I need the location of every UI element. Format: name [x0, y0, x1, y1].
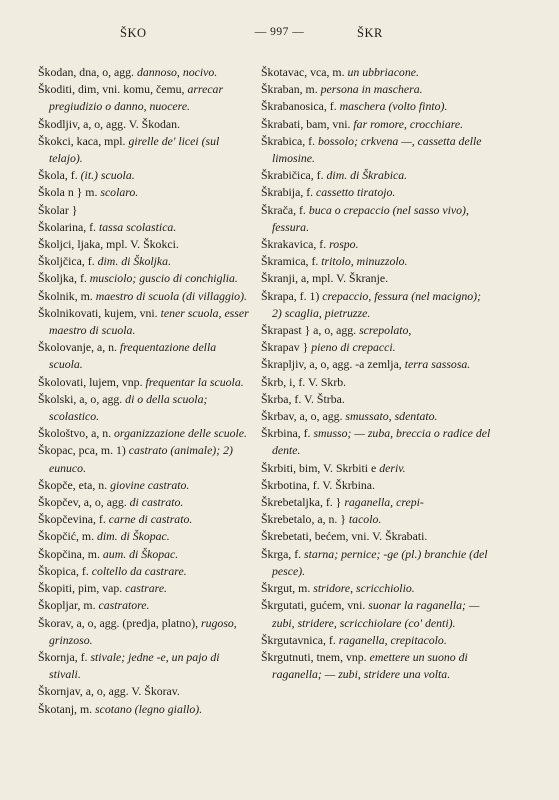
- entry-translation: (it.) scuola.: [80, 168, 135, 183]
- entry-headword: Škrabičica, f.: [261, 168, 327, 183]
- dictionary-entry: [38, 253, 252, 270]
- entry-translation: castratore.: [98, 598, 150, 613]
- entry-headword: Školovanje, a, n.: [38, 340, 120, 355]
- entry-headword: Škopčevina, f.: [38, 512, 109, 527]
- entry-translation: di o della scuola; scolastico.: [49, 391, 208, 424]
- dictionary-entry: [38, 528, 252, 545]
- entry-translation: buca o crepaccio (nel sasso vivo), fessura.: [272, 202, 469, 234]
- entry-translation: pieno di crepacci.: [311, 340, 396, 355]
- entry-translation: frequentar la scuola.: [145, 374, 244, 389]
- dictionary-entry: [261, 477, 491, 494]
- entry-translation: dim. di Škrabica.: [326, 168, 408, 183]
- entry-translation: scolaro.: [100, 185, 139, 200]
- entry-headword: Škopica, f.: [38, 563, 92, 578]
- entry-headword: Škrebetaljka, f. }: [261, 495, 345, 510]
- entry-translation: smussato, sdentato.: [345, 409, 438, 424]
- dictionary-entry: [38, 615, 252, 649]
- dictionary-entry: [38, 116, 252, 133]
- entry-headword: Školjci, ljaka, mpl. V. Škokci.: [38, 237, 179, 252]
- dictionary-entry: [261, 81, 491, 98]
- entry-translation: scotano (legno giallo).: [95, 701, 203, 716]
- entry-translation: tassa scolastica.: [98, 219, 177, 234]
- dictionary-entry: [261, 511, 491, 528]
- dictionary-entry: [261, 649, 491, 683]
- dictionary-entry: [38, 391, 252, 425]
- dictionary-entry: [38, 580, 252, 597]
- entry-translation: rugoso, grinzoso.: [49, 615, 237, 647]
- entry-translation: persona in maschera.: [320, 82, 423, 97]
- entry-headword: Škološtvo, a, n.: [38, 426, 115, 441]
- entry-translation: girelle de' licei (sul telajo).: [49, 133, 220, 166]
- dictionary-entry: [38, 597, 252, 614]
- dictionary-entry: [38, 683, 252, 700]
- dictionary-entry: [261, 184, 491, 201]
- entry-headword: Škrapljiv, a, o, agg. -a zemlja,: [261, 357, 405, 372]
- dictionary-entry: [38, 425, 252, 442]
- dictionary-entry: [261, 374, 491, 391]
- entry-headword: Školovati, lujem, vnp.: [38, 374, 146, 389]
- entry-translation: dim. di Školjka.: [97, 254, 172, 269]
- entry-headword: Škornjav, a, o, agg. V. Škorav.: [38, 684, 180, 699]
- entry-translation: giovine castrato.: [110, 477, 190, 492]
- entry-headword: Škola n } m.: [38, 185, 101, 200]
- entry-translation: maestro di scuola (di villaggio).: [95, 288, 247, 303]
- entry-headword: Škrga, f.: [261, 546, 305, 561]
- dictionary-entry: [261, 546, 491, 580]
- entry-translation: organizzazione delle scuole.: [114, 426, 247, 441]
- dictionary-entry: [38, 81, 252, 115]
- dictionary-entry: [38, 305, 252, 339]
- entry-headword: Škrapa, f. 1): [261, 288, 323, 303]
- dictionary-entry: [261, 460, 491, 477]
- entry-headword: Škorav, a, o, agg. (predja, platno),: [38, 615, 202, 630]
- dictionary-entry: [261, 270, 491, 287]
- entry-headword: Škrakavica, f.: [261, 237, 330, 252]
- entry-headword: Škrbotina, f. V. Škrbina.: [261, 477, 375, 492]
- dictionary-entry: [261, 133, 491, 167]
- dictionary-entry: [261, 391, 491, 408]
- entry-translation: smusso; — zuba, breccia o radice del dente.: [272, 426, 491, 458]
- dictionary-entry: [38, 442, 252, 476]
- dictionary-entry: [261, 167, 491, 184]
- entry-headword: Školski, a, o, agg.: [38, 391, 126, 406]
- dictionary-entry: [261, 632, 491, 649]
- entry-translation: carne di castrato.: [108, 512, 193, 527]
- dictionary-entry: [261, 408, 491, 425]
- dictionary-entry: [38, 649, 252, 683]
- dictionary-entry: [38, 236, 252, 253]
- entry-translation: bossolo; crkvena —, cassetta delle limosine.: [272, 133, 482, 166]
- entry-headword: Škrbiti, bim, V. Skrbiti e: [261, 460, 380, 475]
- entry-headword: Škrabanosica, f.: [261, 99, 340, 114]
- entry-translation: raganella, crepitacolo.: [338, 632, 447, 647]
- dictionary-entry: [261, 494, 491, 511]
- entry-translation: rospo.: [329, 237, 359, 252]
- entry-headword: Škokci, kaca, mpl.: [38, 133, 129, 148]
- entry-headword: Škrapast } a, o, agg.: [261, 323, 360, 338]
- dictionary-entry: [38, 546, 252, 563]
- entry-headword: Škopčić, m.: [38, 529, 97, 544]
- entry-headword: Školnikovati, kujem, vni.: [38, 305, 161, 320]
- dictionary-entry: [261, 202, 491, 236]
- entry-headword: Školnik, m.: [38, 288, 96, 303]
- entry-headword: Škrgutati, gućem, vni.: [261, 598, 369, 613]
- dictionary-entry: [38, 701, 252, 718]
- entry-headword: Škrebetati, bećem, vni. V. Škrabati.: [261, 529, 428, 544]
- entry-translation: dim. di Škopac.: [96, 529, 170, 544]
- dictionary-entry: [261, 253, 491, 270]
- entry-headword: Školarina, f.: [38, 219, 99, 234]
- dictionary-entry: [261, 597, 491, 631]
- entry-translation: cassetto tiratojo.: [316, 185, 396, 200]
- entry-translation: di castrato.: [129, 495, 184, 510]
- dictionary-entry: [38, 270, 252, 287]
- dictionary-entry: [38, 202, 252, 219]
- dictionary-entry: [38, 64, 252, 81]
- entry-headword: Škoditi, dim, vni. komu, čemu,: [38, 82, 188, 97]
- entry-headword: Škopčina, m.: [38, 546, 103, 561]
- dictionary-entry: [38, 133, 252, 167]
- entry-translation: maschera (volto finto).: [339, 99, 448, 114]
- entry-translation: dannoso, nocivo.: [136, 65, 218, 79]
- entry-headword: Škrabija, f.: [261, 185, 317, 200]
- entry-headword: Škrebetalo, a, n. }: [261, 512, 349, 527]
- entry-headword: Škopče, eta, n.: [38, 477, 111, 492]
- entry-headword: Škopiti, pim, vap.: [38, 581, 126, 596]
- dictionary-entry: [38, 339, 252, 373]
- entry-headword: Škrgutavnica, f.: [261, 632, 339, 647]
- dictionary-entry: [38, 184, 252, 201]
- dictionary-entry: [261, 236, 491, 253]
- entry-translation: suonar la raganella; — zubi, stridere, scricchiolare (co' denti).: [272, 598, 480, 630]
- entry-translation: un ubbriacone.: [347, 65, 419, 79]
- dictionary-entry: [38, 494, 252, 511]
- entry-headword: Škrača, f.: [261, 202, 309, 217]
- entry-headword: Škopljar, m.: [38, 598, 99, 613]
- page-number: — 997 —: [254, 26, 305, 38]
- entry-headword: Škrgut, m.: [261, 581, 314, 596]
- entry-headword: Školjka, f.: [38, 271, 90, 286]
- entry-headword: Škraban, m.: [261, 82, 321, 97]
- entry-headword: Škrapav }: [261, 340, 312, 355]
- dictionary-entry: [261, 425, 491, 459]
- running-head-left: ŠKO: [120, 26, 147, 40]
- entry-translation: emettere un suono di raganella; — zubi, stridere una volta.: [272, 649, 468, 682]
- entry-headword: Škramica, f.: [261, 254, 322, 269]
- entry-headword: Škrbina, f.: [261, 426, 314, 441]
- dictionary-entry: [38, 219, 252, 236]
- dictionary-entry: [38, 563, 252, 580]
- entry-translation: musciolo; guscio di conchiglia.: [89, 271, 238, 286]
- entry-headword: Škrba, f. V. Štrba.: [261, 391, 345, 406]
- dictionary-entry: [261, 580, 491, 597]
- dictionary-entry: [261, 528, 491, 545]
- dictionary-entry: [38, 167, 252, 184]
- entry-translation: coltello da castrare.: [91, 563, 187, 578]
- entry-translation: castrato (animale); 2) eunuco.: [49, 443, 233, 475]
- entry-headword: Škrbav, a, o, agg.: [261, 409, 346, 424]
- dictionary-entry: [38, 288, 252, 305]
- dictionary-entry: [261, 322, 491, 339]
- entry-translation: far romore, crocchiare.: [353, 116, 464, 131]
- dictionary-entry: [261, 339, 491, 356]
- dictionary-entry: [38, 511, 252, 528]
- entry-headword: Škotanj, m.: [38, 701, 96, 716]
- entry-translation: tritolo, minuzzolo.: [321, 254, 408, 269]
- entry-headword: Škotavac, vca, m.: [261, 65, 348, 79]
- entry-headword: Škopčev, a, o, agg.: [38, 495, 130, 510]
- left-column: [38, 64, 252, 718]
- entry-headword: Škodan, dna, o, agg.: [38, 65, 137, 79]
- dictionary-entry: [261, 356, 491, 373]
- entry-translation: deriv.: [379, 460, 406, 475]
- entry-translation: castrare.: [125, 581, 168, 596]
- entry-translation: stivale; jedne -e, un pajo di stivali.: [49, 649, 220, 682]
- entry-headword: Škrabica, f.: [261, 133, 318, 148]
- entry-translation: crepaccio, fessura (nel macigno); 2) scaglia, pietruzze.: [272, 288, 482, 320]
- entry-translation: aum. di Škopac.: [102, 546, 179, 561]
- dictionary-entry: [261, 64, 491, 81]
- right-column: [261, 64, 491, 683]
- entry-translation: raganella, crepi-: [344, 495, 424, 510]
- entry-headword: Škopac, pca, m. 1): [38, 443, 129, 458]
- entry-headword: Školjčica, f.: [38, 254, 98, 269]
- entry-translation: arrecar pregiudizio o danno, nuocere.: [49, 82, 224, 114]
- entry-translation: frequentazione della scuola.: [49, 340, 217, 372]
- dictionary-entry: [261, 116, 491, 133]
- entry-translation: terra sassosa.: [404, 357, 471, 372]
- entry-headword: Školar }: [38, 202, 78, 217]
- entry-translation: stridore, scricchiolio.: [313, 581, 415, 596]
- entry-headword: Škrgutnuti, tnem, vnp.: [261, 649, 370, 664]
- entry-headword: Škrabati, bam, vni.: [261, 116, 354, 131]
- entry-headword: Škrb, i, f. V. Skrb.: [261, 374, 347, 389]
- entry-translation: starna; pernice; -ge (pl.) branchie (del pesce).: [272, 546, 488, 578]
- entry-headword: Škranji, a, mpl. V. Škranje.: [261, 271, 389, 286]
- dictionary-entry: [261, 98, 491, 115]
- entry-translation: tacolo.: [348, 512, 382, 527]
- dictionary-entry: [38, 374, 252, 391]
- dictionary-entry: [261, 288, 491, 322]
- dictionary-entry: [38, 477, 252, 494]
- entry-headword: Škornja, f.: [38, 649, 91, 664]
- entry-headword: Škodljiv, a, o, agg. V. Škodan.: [38, 116, 181, 131]
- entry-translation: screpolato,: [359, 323, 412, 338]
- entry-translation: tener scuola, esser maestro di scuola.: [49, 305, 249, 338]
- entry-headword: Škola, f.: [38, 168, 81, 183]
- running-head-right: ŠKR: [357, 26, 383, 40]
